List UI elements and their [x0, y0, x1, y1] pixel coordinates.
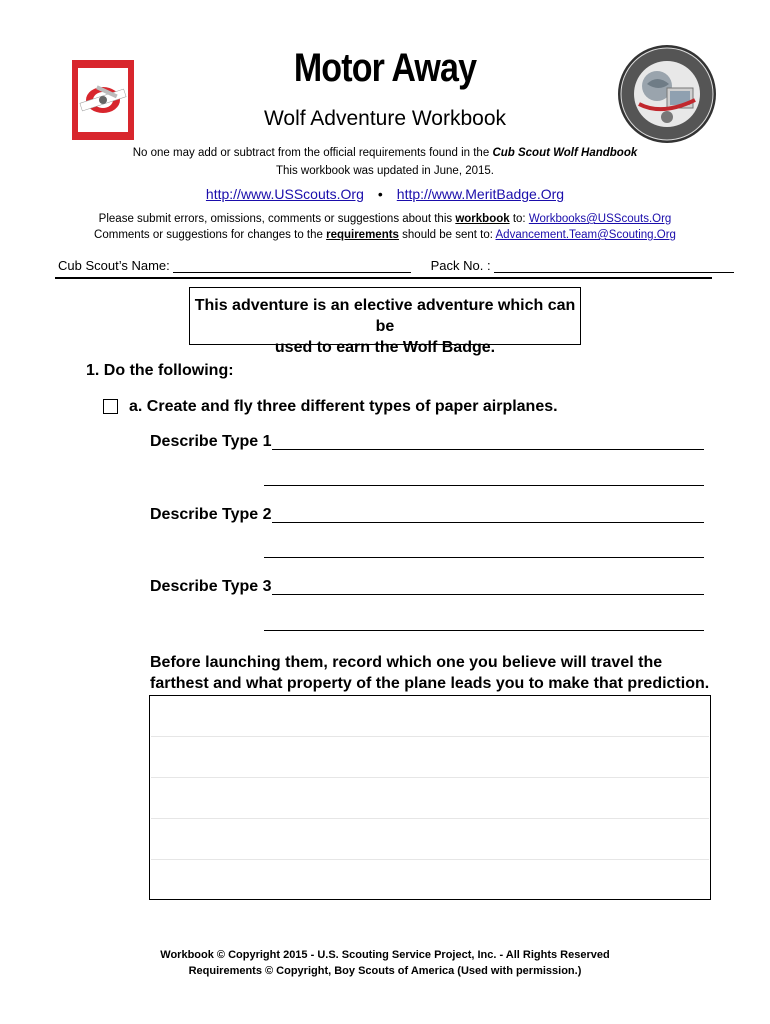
describe-type-1-line-1[interactable] — [272, 449, 704, 450]
answer-line — [151, 777, 709, 778]
prediction-question: Before launching them, record which one you believe will travel the farthest and what property of the plane leads you to make that prediction. — [150, 654, 710, 692]
page-subtitle: Wolf Adventure Workbook — [263, 107, 506, 130]
describe-type-1-label: Describe Type 1 — [150, 433, 272, 450]
pack-number-field[interactable] — [494, 258, 734, 273]
elective-line-1: This adventure is an elective adventure which can be — [194, 297, 576, 335]
describe-type-3-line-1[interactable] — [272, 594, 704, 595]
scout-name-label: Cub Scout’s Name: — [58, 258, 170, 273]
disclaimer-text — [0, 147, 770, 159]
answer-line — [151, 818, 709, 819]
link-separator: • — [377, 186, 383, 202]
changes-prefix: Comments or suggestions for changes to the — [94, 229, 327, 241]
answer-line — [151, 736, 709, 737]
workbooks-email-link[interactable]: Workbooks@USScouts.Org — [528, 213, 672, 225]
handbook-name: Cub Scout Wolf Handbook — [492, 147, 638, 159]
page-title: Motor Away — [293, 46, 477, 90]
footer-copyright-workbook: Workbook © Copyright 2015 - U.S. Scouting Service Project, Inc. - All Rights Reserved — [160, 949, 610, 961]
advancement-email-link[interactable]: Advancement.Team@Scouting.Org — [495, 229, 676, 241]
scout-name-field[interactable] — [173, 258, 411, 273]
requirement-1a: a. Create and fly three different types of paper airplanes. — [129, 398, 558, 415]
prediction-answer-box[interactable] — [149, 695, 711, 900]
updated-text: This workbook was updated in June, 2015. — [276, 165, 494, 177]
pack-number-label: Pack No. : — [430, 258, 491, 273]
describe-type-2-line-1[interactable] — [272, 522, 704, 523]
requirements-changes-text — [0, 229, 770, 241]
describe-type-3-line-2[interactable] — [264, 630, 704, 631]
website-links — [0, 186, 770, 202]
meritbadge-link[interactable]: http://www.MeritBadge.Org — [396, 186, 565, 202]
submit-errors-text — [0, 213, 770, 225]
name-row — [58, 258, 734, 273]
disclaimer-prefix: No one may add or subtract from the official requirements found in the — [132, 147, 493, 159]
footer-copyright-requirements: Requirements © Copyright, Boy Scouts of America (Used with permission.) — [188, 965, 582, 977]
changes-bold: requirements — [326, 229, 399, 241]
describe-type-2-label: Describe Type 2 — [150, 506, 272, 523]
describe-type-1-line-2[interactable] — [264, 485, 704, 486]
submit-prefix: Please submit errors, omissions, comments or suggestions about this — [98, 213, 456, 225]
elective-line-2: used to earn the Wolf Badge. — [274, 339, 496, 356]
usscouts-link[interactable]: http://www.USScouts.Org — [205, 186, 364, 202]
submit-mid: to: — [509, 213, 529, 225]
requirement-1: 1. Do the following: — [86, 362, 234, 379]
elective-notice-box — [189, 287, 581, 356]
submit-bold: workbook — [455, 213, 510, 225]
changes-mid: should be sent to: — [398, 229, 496, 241]
answer-line — [151, 859, 709, 860]
requirement-1a-checkbox[interactable] — [103, 399, 118, 414]
header-divider — [55, 277, 712, 279]
describe-type-3-label: Describe Type 3 — [150, 578, 272, 595]
describe-type-2-line-2[interactable] — [264, 557, 704, 558]
